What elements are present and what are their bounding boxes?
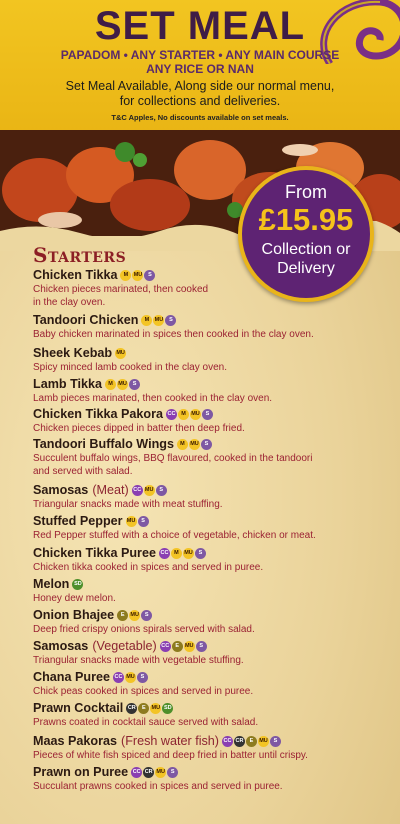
allergen-e-icon: E (138, 703, 149, 714)
menu-item-description-line: Triangular snacks made with meat stuffing. (33, 499, 223, 510)
allergen-mu-icon: MU (150, 703, 161, 714)
section-title-starters: Starters (33, 243, 127, 267)
allergen-badges (166, 409, 214, 420)
allergen-s-icon: S (141, 610, 152, 621)
menu-item-note: (Meat) (92, 483, 129, 497)
menu-item-name: Chicken Tikka (33, 268, 118, 282)
menu-item-name: Chicken Tikka Pakora (33, 407, 163, 421)
allergen-badges (131, 767, 179, 778)
allergen-mu-icon: MU (190, 409, 201, 420)
allergen-badges (159, 548, 207, 559)
menu-item-description-line: Chicken tikka cooked in spices and served in puree. (33, 562, 264, 573)
price-from-label: From (285, 182, 327, 202)
menu-item (33, 546, 395, 575)
allergen-badges (117, 610, 153, 621)
allergen-s-icon: S (196, 641, 207, 652)
allergen-badges (141, 315, 177, 326)
menu-item-name-row (33, 577, 395, 592)
allergen-mu-icon: MU (144, 485, 155, 496)
menu-item-name: Melon (33, 577, 70, 591)
menu-item (33, 313, 395, 342)
menu-item-description (33, 655, 395, 668)
menu-item-name: Tandoori Chicken (33, 313, 139, 327)
menu-item-description (33, 453, 395, 478)
menu-item-description-line: Baby chicken marinated in spices then cooked in the clay oven. (33, 329, 314, 340)
allergen-badges (177, 439, 213, 450)
allergen-s-icon: S (137, 672, 148, 683)
menu-item-name-row (33, 313, 395, 328)
menu-item-description (33, 717, 395, 730)
allergen-e-icon: E (172, 641, 183, 652)
menu-item-name: Maas Pakoras (33, 734, 118, 748)
menu-item (33, 514, 395, 543)
menu-item-name-row (33, 608, 395, 623)
allergen-mu-icon: MU (183, 548, 194, 559)
menu-item-description-line: Lamb pieces marinated, then cooked in the clay oven. (33, 393, 273, 404)
menu-item-name-row (33, 346, 395, 361)
allergen-cc-icon: CC (113, 672, 124, 683)
allergen-cr-icon: CR (126, 703, 137, 714)
menu-item-note: (Vegetable) (92, 639, 157, 653)
menu-item (33, 577, 395, 606)
allergen-m-icon: M (171, 548, 182, 559)
menu-item-description (33, 499, 395, 512)
allergen-s-icon: S (270, 736, 281, 747)
menu-item-name: Samosas (33, 483, 89, 497)
allergen-cc-icon: CC (131, 767, 142, 778)
allergen-badges (160, 641, 208, 652)
menu-item-description-line: Pieces of white fish spiced and deep fried in batter until crispy. (33, 750, 308, 761)
allergen-cc-icon: CC (159, 548, 170, 559)
menu-item-description-line: Triangular snacks made with vegetable stuffing. (33, 655, 244, 666)
menu-item-name: Lamb Tikka (33, 377, 103, 391)
menu-item-description (33, 593, 395, 606)
menu-item (33, 483, 395, 512)
allergen-mu-icon: MU (189, 439, 200, 450)
menu-item-name: Tandoori Buffalo Wings (33, 437, 174, 451)
menu-item-description (33, 362, 395, 375)
menu-item-name-row (33, 734, 395, 749)
allergen-badges (222, 736, 282, 747)
menu-item-description (33, 686, 395, 699)
menu-item-name-row (33, 765, 395, 780)
allergen-mu-icon: MU (125, 672, 136, 683)
allergen-badges (105, 379, 141, 390)
menu-item-name-row (33, 407, 395, 422)
allergen-sd-icon: SD (162, 703, 173, 714)
allergen-s-icon: S (201, 439, 212, 450)
menu-item (33, 437, 395, 478)
price-service-line1: Collection or (261, 241, 351, 258)
description-line2: for collections and deliveries. (119, 94, 281, 108)
header-banner (0, 0, 400, 140)
menu-item-name: Chicken Tikka Puree (33, 546, 156, 560)
menu-item-name-row (33, 670, 395, 685)
allergen-s-icon: S (144, 270, 155, 281)
price-amount: £15.95 (258, 202, 354, 237)
menu-item-name-row (33, 268, 395, 283)
menu-item-description (33, 329, 395, 342)
menu-item-name-row (33, 437, 395, 452)
allergen-mu-icon: MU (153, 315, 164, 326)
allergen-m-icon: M (177, 439, 188, 450)
menu-item-description-line: in the clay oven. (33, 296, 106, 308)
menu-item (33, 701, 395, 730)
allergen-s-icon: S (138, 516, 149, 527)
menu-item-name: Sheek Kebab (33, 346, 113, 360)
menu-item-description (33, 750, 395, 763)
menu-item-description-line: Chicken pieces dipped in batter then deep fried. (33, 423, 245, 434)
menu-item (33, 346, 395, 375)
allergen-cr-icon: CR (234, 736, 245, 747)
allergen-m-icon: M (105, 379, 116, 390)
allergen-badges (120, 270, 156, 281)
menu-item (33, 765, 395, 794)
menu-item-description (33, 781, 395, 794)
menu-item-name: Prawn Cocktail (33, 701, 124, 715)
menu-item-name-row (33, 639, 395, 654)
menu-item-description-line: Red Pepper stuffed with a choice of vegetable, chicken or meat. (33, 530, 316, 541)
menu-item-name: Prawn on Puree (33, 765, 129, 779)
allergen-mu-icon: MU (129, 610, 140, 621)
menu-item (33, 670, 395, 699)
menu-item-description-line: Spicy minced lamb cooked in the clay oven. (33, 362, 227, 373)
menu-item (33, 268, 395, 309)
set-meal-contents-line1: PAPADOM • ANY STARTER • ANY MAIN COURSE (60, 48, 340, 62)
menu-item-description-line: Chick peas cooked in spices and served in puree. (33, 686, 254, 697)
allergen-mu-icon: MU (117, 379, 128, 390)
menu-item-name-row (33, 701, 395, 716)
menu-item-description-line: Honey dew melon. (33, 593, 116, 604)
allergen-m-icon: M (178, 409, 189, 420)
description-line1: Set Meal Available, Along side our normal menu, (65, 79, 335, 93)
set-meal-contents-line2: ANY RICE OR NAN (146, 62, 254, 76)
allergen-cc-icon: CC (132, 485, 143, 496)
allergen-mu-icon: MU (126, 516, 137, 527)
allergen-badges (132, 485, 168, 496)
menu-item (33, 407, 395, 436)
menu-item-name: Stuffed Pepper (33, 514, 123, 528)
menu-item-description-line: and served with salad. (33, 465, 133, 477)
menu-item-name-row (33, 483, 395, 498)
menu-item-description-line: Prawns coated in cocktail sauce served with salad. (33, 717, 259, 728)
menu-item-description-line: Succulent buffalo wings, BBQ flavoured, cooked in the tandoori (33, 453, 313, 464)
allergen-e-icon: E (246, 736, 257, 747)
menu-item-description (33, 562, 395, 575)
allergen-mu-icon: MU (115, 348, 126, 359)
menu-item-description-line: Deep fried crispy onions spirals served with salad. (33, 624, 255, 635)
allergen-badges (126, 703, 174, 714)
menu-item (33, 608, 395, 637)
set-meal-description (20, 79, 380, 109)
menu-item (33, 734, 395, 763)
page-title: SET MEAL (94, 4, 306, 48)
terms-note: T&C Apples, No discounts available on set meals. (111, 113, 289, 122)
allergen-s-icon: S (195, 548, 206, 559)
allergen-mu-icon: MU (132, 270, 143, 281)
allergen-mu-icon: MU (184, 641, 195, 652)
allergen-s-icon: S (156, 485, 167, 496)
allergen-s-icon: S (129, 379, 140, 390)
allergen-badges (113, 672, 149, 683)
allergen-e-icon: E (117, 610, 128, 621)
allergen-cc-icon: CC (160, 641, 171, 652)
menu-item-description (33, 393, 395, 406)
allergen-cr-icon: CR (143, 767, 154, 778)
menu-item (33, 639, 395, 668)
allergen-cc-icon: CC (222, 736, 233, 747)
allergen-mu-icon: MU (155, 767, 166, 778)
menu-item-note: (Fresh water fish) (121, 734, 219, 748)
allergen-s-icon: S (202, 409, 213, 420)
menu-item-description-line: Succulant prawns cooked in spices and served in puree. (33, 781, 283, 792)
menu-item-description (33, 530, 395, 543)
allergen-s-icon: S (165, 315, 176, 326)
menu-item-name: Chana Puree (33, 670, 110, 684)
allergen-m-icon: M (141, 315, 152, 326)
menu-item-description (33, 423, 395, 436)
menu-item-name: Onion Bhajee (33, 608, 115, 622)
menu-item-name-row (33, 514, 395, 529)
menu-item-description-line: Chicken pieces marinated, then cooked (33, 284, 209, 295)
allergen-badges (115, 348, 127, 359)
menu-item-name: Samosas (33, 639, 89, 653)
price-service-line2: Delivery (277, 260, 335, 277)
set-meal-contents (50, 48, 350, 76)
allergen-m-icon: M (120, 270, 131, 281)
menu-item (33, 377, 395, 406)
menu-item-name-row (33, 546, 395, 561)
menu-item-name-row (33, 377, 395, 392)
allergen-mu-icon: MU (258, 736, 269, 747)
allergen-badges (72, 579, 84, 590)
allergen-cc-icon: CC (166, 409, 177, 420)
allergen-badges (126, 516, 150, 527)
allergen-s-icon: S (167, 767, 178, 778)
allergen-sd-icon: SD (72, 579, 83, 590)
menu-item-description (33, 624, 395, 637)
menu-item-description (33, 284, 395, 309)
